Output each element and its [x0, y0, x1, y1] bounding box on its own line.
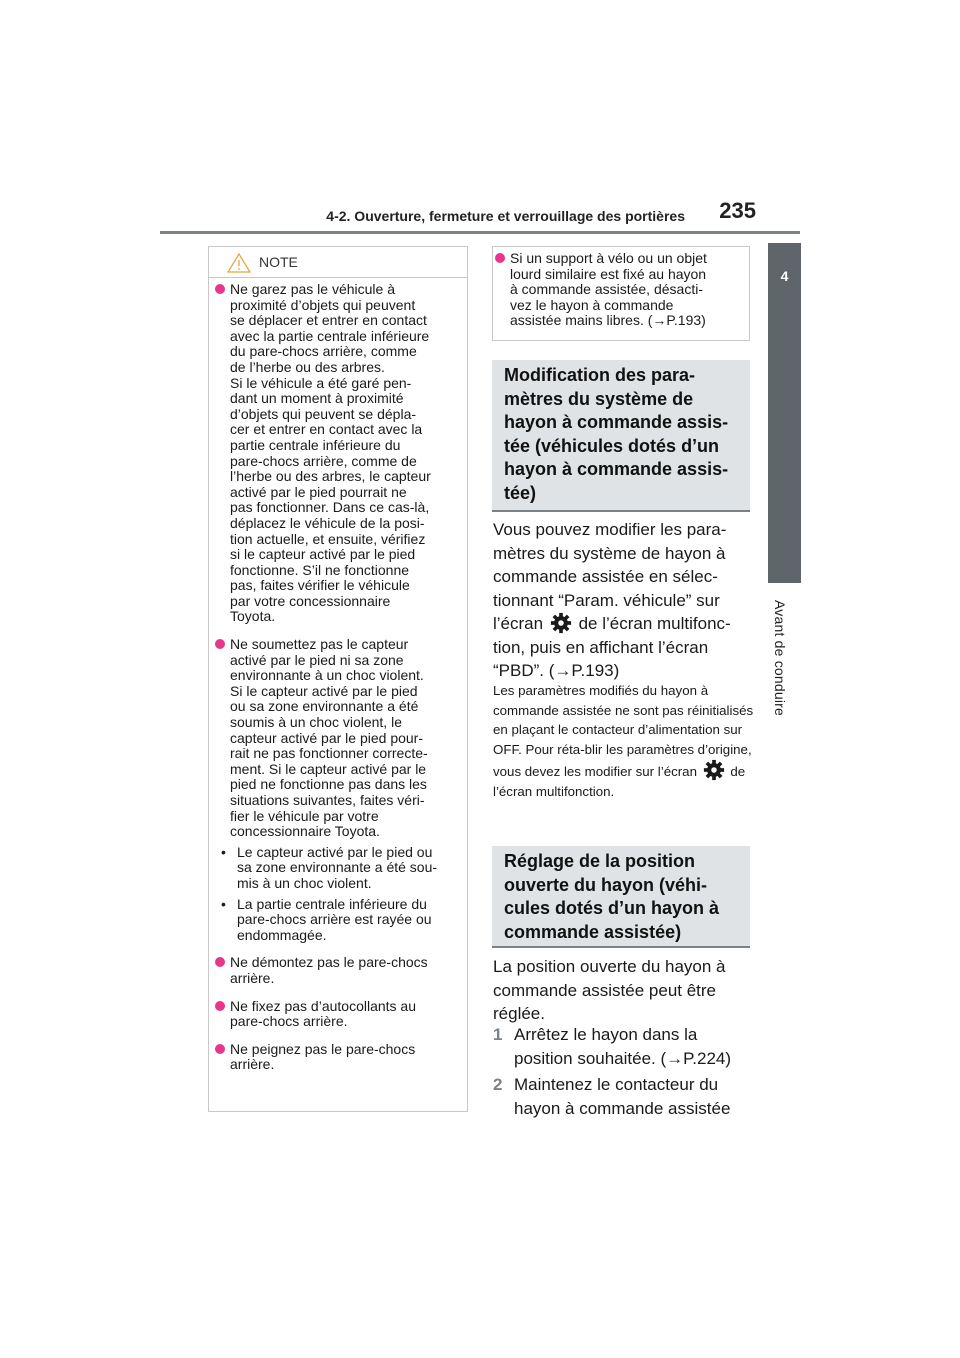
- note-title: NOTE: [259, 254, 298, 270]
- page-header: [160, 198, 800, 234]
- step-item: [493, 1073, 755, 1120]
- header-rule: [160, 231, 800, 234]
- note-body: [209, 278, 467, 1073]
- section-heading: Réglage de la position ouverte du hayon (véhi- cules dotés d’un hayon à commande assistée): [492, 846, 750, 948]
- bullet-icon: [215, 284, 225, 294]
- body-paragraph: La position ouverte du hayon à commande assistée peut être réglée.: [493, 957, 726, 1023]
- list-item: [215, 955, 457, 986]
- bullet-icon: [215, 957, 225, 967]
- list-item: [215, 1042, 457, 1073]
- info-paragraph: [493, 681, 755, 801]
- step-item: [493, 1023, 755, 1070]
- note-text: Ne peignez pas le pare-chocs arrière.: [230, 1040, 416, 1073]
- sub-bullet-icon: •: [221, 895, 226, 912]
- bike-note-box: [492, 246, 750, 341]
- sub-text: Le capteur activé par le pied ou sa zone environnante a été sou- mis à un choc violent.: [237, 843, 438, 891]
- chapter-label: Avant de conduire: [772, 600, 788, 717]
- paragraph-text: de l’écran multifonction.: [493, 764, 746, 799]
- section-title: 4-2. Ouverture, fermeture et verrouillage des portières: [326, 208, 685, 224]
- bullet-icon: [215, 639, 225, 649]
- note-text: Ne fixez pas d’autocollants au pare-chocs arrière.: [230, 997, 416, 1030]
- note-text: Ne démontez pas le pare-chocs arrière.: [230, 954, 428, 986]
- note-header: [209, 247, 467, 278]
- list-item: [215, 282, 457, 625]
- list-item: [215, 637, 457, 840]
- step-text: Maintenez le contacteur du hayon à commande assistée: [514, 1075, 731, 1118]
- body-paragraph: [493, 518, 755, 683]
- step-number: 1: [493, 1025, 503, 1044]
- sub-text: La partie centrale inférieure du pare-chocs arrière est rayée ou endommagée.: [237, 895, 432, 943]
- sub-bullet-icon: •: [221, 843, 226, 860]
- gear-icon: [703, 759, 725, 781]
- bullet-icon: [215, 1001, 225, 1011]
- note-box: [208, 246, 468, 1112]
- chapter-tab: [768, 243, 801, 583]
- gear-icon: [550, 612, 572, 634]
- paragraph-text: Les paramètres modifiés du hayon à commande assistée ne sont pas réinitialisés en plaçant le contacteur d’alimentation sur OFF. Pour réta-blir les paramètres d’origine, vous devez les modifier sur l’écran: [493, 683, 754, 779]
- list-item: [495, 251, 741, 329]
- page-number: 235: [719, 198, 756, 223]
- bullet-icon: [215, 1044, 225, 1054]
- bullet-icon: [495, 253, 505, 263]
- warning-icon: [227, 253, 251, 273]
- paragraph-text: Vous pouvez modifier les para-mètres du système de hayon à commande assistée en sélec-tionnant “Param. véhicule” sur l’écran: [493, 520, 727, 633]
- sub-item: [215, 845, 457, 892]
- paragraph-text: de l’écran multifonc-tion, puis en affichant l’écran “PBD”. (→P.193): [493, 614, 731, 680]
- step-number: 2: [493, 1075, 503, 1094]
- chapter-number: 4: [780, 268, 789, 284]
- note-text: Ne soumettez pas le capteur activé par le pied ni sa zone environnante à un choc violent. Si le capteur activé par le pied ou sa zone environnante a été soumis à un choc violent, le capteur activé par le pied pour- rait ne pas fonctionner correcte- ment. Si le capteur activé par le pied ne fonctionne pas dans les situations suivantes, faites véri- fier le véhicule par votre concessionnaire Toyota.: [230, 636, 428, 840]
- note-text: Ne garez pas le véhicule à proximité d’objets qui peuvent se déplacer et entrer en contact avec la partie centrale inférieure du pare-chocs arrière, comme de l’herbe ou des arbres. Si le véhicule a été garé pen- dant un moment à proximité d’objets qui peuvent se dépla- cer et entrer en contact avec la partie centrale inférieure du pare-chocs arrière, comme de l’herbe ou des arbres, le capteur activé par le pied pourrait ne pas fonctionner. Dans ce cas-là, déplacez le véhicule de la posi- tion actuelle, et ensuite, vérifiez si le capteur activé par le pied fonctionne. S’il ne fonctionne pas, faites vérifier le véhicule par votre concessionnaire Toyota.: [230, 281, 431, 625]
- sub-item: [215, 897, 457, 944]
- list-item: [215, 999, 457, 1030]
- section-heading: Modification des para- mètres du système de hayon à commande assis- tée (véhicules dotés d’un hayon à commande assis- tée): [492, 360, 750, 512]
- step-text: Arrêtez le hayon dans la position souhaitée. (→P.224): [514, 1025, 732, 1068]
- note-text: Si un support à vélo ou un objet lourd similaire est fixé au hayon à commande assistée, désacti- vez le hayon à commande assistée mains libres. (→P.193): [510, 250, 707, 329]
